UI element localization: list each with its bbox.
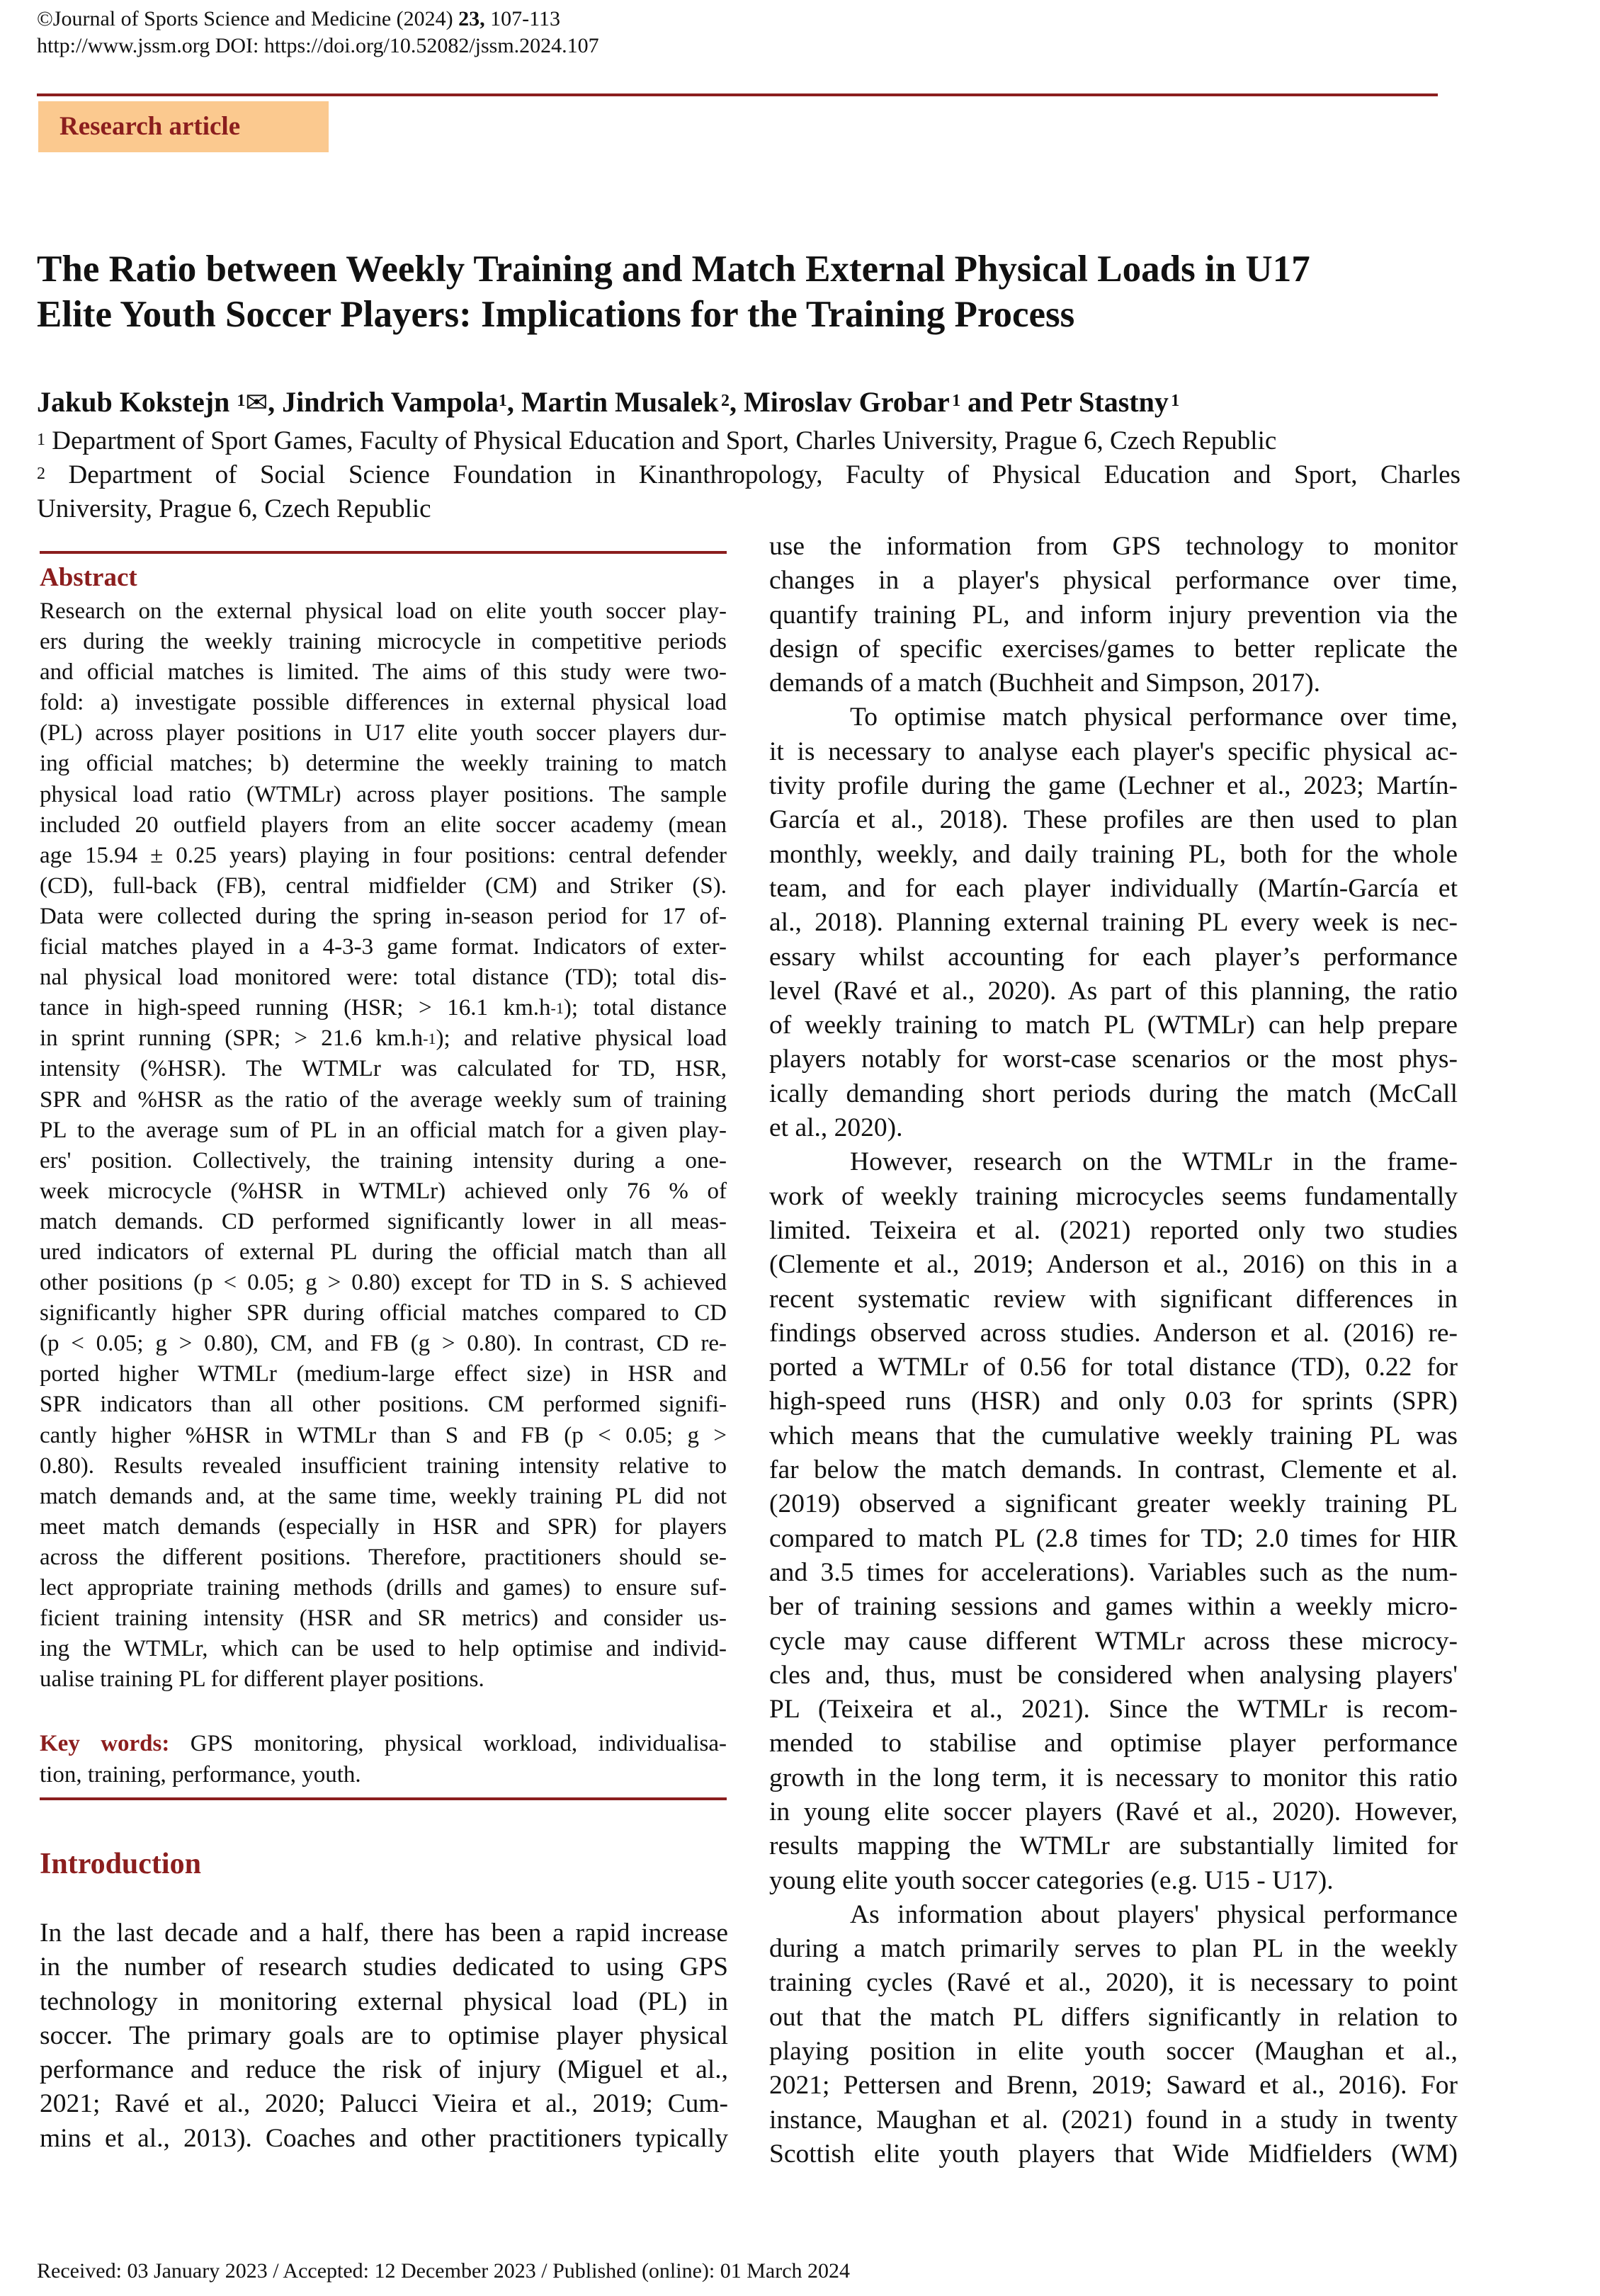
journal-citation: ©Journal of Sports Science and Medicine (2024) 23, 107-113 (37, 7, 561, 30)
abstract-line: significantly higher SPR during official matches compared to CD (40, 1300, 727, 1326)
author-name: Jakub Kokstejn (37, 386, 230, 418)
abstract-line: Research on the external physical load on elite youth soccer play- (40, 598, 727, 624)
affiliation-1: $^1$ Department of Sport Games, Faculty of Physical Education and Sport, Charles University, Prague 6, Czech Republic (37, 426, 1277, 455)
doi-line[interactable]: http://www.jssm.org DOI: https://doi.org/10.52082/jssm.2024.107 (37, 34, 599, 57)
text-line: PL (Teixeira et al., 2021). Since the WTMLr is recom- (769, 1695, 1458, 1724)
introduction-heading: Introduction (40, 1848, 201, 1880)
text-line: high-speed runs (HSR) and only 0.03 for sprints (SPR) (769, 1387, 1458, 1416)
text-line: cles and, thus, must be considered when analysing players' (769, 1660, 1458, 1690)
text-line: use the information from GPS technology to monitor (769, 532, 1458, 561)
abstract-line: meet match demands (especially in HSR and SPR) for players (40, 1513, 727, 1540)
text-line: quantify training PL, and inform injury prevention via the (769, 600, 1458, 630)
journal-header (37, 6, 599, 59)
text-line: in the number of research studies dedicated to using GPS (40, 1953, 728, 1982)
text-line: changes in a player's physical performance over time, (769, 566, 1458, 596)
text-line: compared to match PL (2.8 times for TD; 2.0 times for HIR (769, 1523, 1458, 1553)
abstract-line: Data were collected during the spring in-season period for 17 of- (40, 903, 727, 929)
text-line: soccer. The primary goals are to optimise player physical (40, 2021, 728, 2050)
text-line: it is necessary to analyse each player's specific physical ac- (769, 737, 1458, 766)
text-line: recent systematic review with significant differences in (769, 1284, 1458, 1314)
abstract-line: ers' position. Collectively, the training intensity during a one- (40, 1147, 727, 1173)
text-line: out that the match PL differs significantly in relation to (769, 2002, 1458, 2032)
abstract-line: ficient training intensity (HSR and SR metrics) and consider us- (40, 1606, 727, 1632)
text-line: However, research on the WTMLr in the frame- (850, 1147, 1458, 1177)
abstract-line: tance in high-speed running (HSR; > 16.1 $km.h^{-1}$); total distance (40, 995, 727, 1021)
text-line: 2021; Ravé et al., 2020; Palucci Vieira et al., 2019; Cum- (40, 2089, 728, 2119)
abstract-line: match demands. CD performed significantly lower in all meas- (40, 1208, 727, 1234)
text-line: playing position in elite youth soccer (Maughan et al., (769, 2037, 1458, 2067)
keywords: Key words: GPS monitoring, physical workload, individualisa- tion, training, performance, youth. (40, 1731, 727, 1788)
affiliation-2-cont: University, Prague 6, Czech Republic (37, 494, 431, 523)
text-line: mins et al., 2013). Coaches and other practitioners typically (40, 2123, 728, 2153)
text-line: during a match primarily serves to plan PL in the weekly (769, 1934, 1458, 1964)
keywords-bottom-rule (40, 1797, 727, 1800)
publication-dates-footer: Received: 03 January 2023 / Accepted: 12 December 2023 / Published (online): 01 March 2024 (37, 2259, 851, 2283)
abstract-line: intensity (%HSR). The WTMLr was calculated for TD, HSR, (40, 1056, 727, 1082)
abstract-top-rule (40, 551, 727, 554)
text-line: players notably for worst-case scenarios or the most phys- (769, 1045, 1458, 1074)
abstract-line: (p < 0.05; g > 0.80), CM, and FB (g > 0.80). In contrast, CD re- (40, 1331, 727, 1357)
text-line: of weekly training to match PL (WTMLr) can help prepare (769, 1011, 1458, 1040)
abstract-line: ured indicators of external PL during the official match than all (40, 1239, 727, 1265)
text-line: level (Ravé et al., 2020). As part of this planning, the ratio (769, 976, 1458, 1006)
abstract-body (40, 596, 727, 1695)
article-title (37, 246, 1460, 337)
introduction-right-column (769, 530, 1458, 2171)
abstract-line: ing official matches; b) determine the weekly training to match (40, 751, 727, 777)
text-line: (2019) observed a significant greater weekly training PL (769, 1489, 1458, 1519)
text-line: and 3.5 times for accelerations). Variables such as the num- (769, 1557, 1458, 1587)
header-rule (37, 93, 1438, 96)
abstract-line: ported higher WTMLr (medium-large effect size) in HSR and (40, 1361, 727, 1387)
text-line: limited. Teixeira et al. (2021) reported only two studies (769, 1215, 1458, 1245)
text-line: Scottish elite youth players that Wide Midfielders (WM) (769, 2139, 1458, 2169)
article-type-badge: Research article (38, 101, 329, 152)
text-line: results mapping the WTMLr are substantially limited for (769, 1831, 1458, 1861)
text-line: monthly, weekly, and daily training PL, both for the whole (769, 839, 1458, 869)
abstract-line: lect appropriate training methods (drills and games) to ensure suf- (40, 1575, 727, 1601)
text-line: demands of a match (Buchheit and Simpson, 2017). (769, 669, 1320, 698)
affiliation-2: $^2$ Department of Social Science Foundation in Kinanthropology, Faculty of Physical Education and Sport, Charles (37, 460, 1460, 489)
text-line: training cycles (Ravé et al., 2020), it is necessary to point (769, 1968, 1458, 1998)
text-line: 2021; Pettersen and Brenn, 2019; Saward et al., 2016). For (769, 2071, 1458, 2101)
text-line: in young elite soccer players (Ravé et al., 2020). However, (769, 1797, 1458, 1826)
abstract-line: other positions (p < 0.05; g > 0.80) except for TD in S. S achieved (40, 1270, 727, 1296)
text-line: al., 2018). Planning external training PL every week is nec- (769, 908, 1458, 938)
text-line: ber of training sessions and games within a weekly micro- (769, 1592, 1458, 1622)
text-line: As information about players' physical performance (850, 1899, 1458, 1929)
email-envelope-icon[interactable]: ✉ (245, 388, 268, 418)
author-name: Martin Musalek (521, 386, 719, 418)
abstract-line: included 20 outfield players from an elite soccer academy (mean (40, 812, 727, 838)
text-line: In the last decade and a half, there has been a rapid increase (40, 1919, 728, 1948)
text-line: et al., 2020). (769, 1113, 903, 1143)
text-line: tivity profile during the game (Lechner et al., 2023; Martín- (769, 771, 1458, 801)
text-line: work of weekly training microcycles seems fundamentally (769, 1181, 1458, 1211)
abstract-line: SPR indicators than all other positions. CM performed signifi- (40, 1392, 727, 1418)
abstract-line: ualise training PL for different player positions. (40, 1666, 484, 1693)
text-line: essary whilst accounting for each player’s performance (769, 942, 1458, 972)
abstract-line: match demands and, at the same time, weekly training PL did not (40, 1483, 727, 1509)
text-line: instance, Maughan et al. (2021) found in a study in twenty (769, 2105, 1458, 2135)
keywords-label: Key words: (40, 1731, 170, 1756)
text-line: performance and reduce the risk of injury (Miguel et al., (40, 2055, 728, 2085)
abstract-heading: Abstract (40, 563, 137, 592)
author-list: Jakub Kokstejn $^1$✉, Jindrich Vampola$^1$, Martin Musalek $^2$, Miroslav Grobar $^1$ and Petr Stastny $^1$ (37, 385, 1489, 421)
text-line: ported a WTMLr of 0.56 for total distance (TD), 0.22 for (769, 1353, 1458, 1382)
text-line: ically demanding short periods during the match (McCall (769, 1079, 1458, 1108)
abstract-line: fold: a) investigate possible differences in external physical load (40, 690, 727, 716)
text-line: findings observed across studies. Anderson et al. (2016) re- (769, 1318, 1458, 1348)
introduction-left-column (40, 1916, 728, 2156)
text-line: García et al., 2018). These profiles are then used to plan (769, 805, 1458, 835)
text-line: growth in the long term, it is necessary to monitor this ratio (769, 1763, 1458, 1792)
abstract-line: ers during the weekly training microcycle in competitive periods (40, 629, 727, 655)
text-line: To optimise match physical performance over time, (850, 703, 1458, 732)
text-line: technology in monitoring external physical load (PL) in (40, 1987, 728, 2016)
text-line: young elite youth soccer categories (e.g. U15 - U17). (769, 1865, 1334, 1895)
abstract-line: in sprint running (SPR; > 21.6 $km.h^{-1}$); and relative physical load (40, 1025, 727, 1052)
abstract-line: and official matches is limited. The aims of this study were two- (40, 659, 727, 686)
abstract-line: physical load ratio (WTMLr) across player positions. The sample (40, 781, 727, 807)
abstract-line: across the different positions. Therefore, practitioners should se- (40, 1544, 727, 1570)
author-name: Miroslav Grobar (744, 386, 950, 418)
title-line-2: Elite Youth Soccer Players: Implications for the Training Process (37, 294, 1075, 335)
text-line: (Clemente et al., 2019; Anderson et al., 2016) on this in a (769, 1250, 1458, 1280)
text-line: team, and for each player individually (Martín-García et (769, 873, 1458, 903)
abstract-line: age 15.94 ± 0.25 years) playing in four positions: central defender (40, 842, 727, 868)
text-line: cycle may cause different WTMLr across these microcy- (769, 1626, 1458, 1656)
text-line: mended to stabilise and optimise player performance (769, 1729, 1458, 1758)
abstract-line: PL to the average sum of PL in an official match for a given play- (40, 1117, 727, 1143)
author-name: Jindrich Vampola (282, 386, 499, 418)
abstract-line: ficial matches played in a 4-3-3 game format. Indicators of exter- (40, 934, 727, 960)
abstract-line: (CD), full-back (FB), central midfielder (CM) and Striker (S). (40, 873, 727, 899)
author-name: Petr Stastny (1020, 386, 1169, 418)
abstract-line: SPR and %HSR as the ratio of the average weekly sum of training (40, 1086, 727, 1113)
abstract-line: (PL) across player positions in U17 elite youth soccer players dur- (40, 720, 727, 746)
abstract-line: nal physical load monitored were: total distance (TD); total dis- (40, 965, 727, 991)
abstract-line: ing the WTMLr, which can be used to help optimise and individ- (40, 1636, 727, 1662)
abstract-line: week microcycle (%HSR in WTMLr) achieved only 76 % of (40, 1178, 727, 1204)
text-line: which means that the cumulative weekly training PL was (769, 1421, 1458, 1450)
text-line: far below the match demands. In contrast, Clemente et al. (769, 1455, 1458, 1485)
abstract-line: 0.80). Results revealed insufficient training intensity relative to (40, 1453, 727, 1479)
abstract-line: cantly higher %HSR in WTMLr than S and FB (p < 0.05; g > (40, 1422, 727, 1448)
text-line: design of specific exercises/games to better replicate the (769, 634, 1458, 664)
title-line-1: The Ratio between Weekly Training and Match External Physical Loads in U17 (37, 249, 1310, 290)
